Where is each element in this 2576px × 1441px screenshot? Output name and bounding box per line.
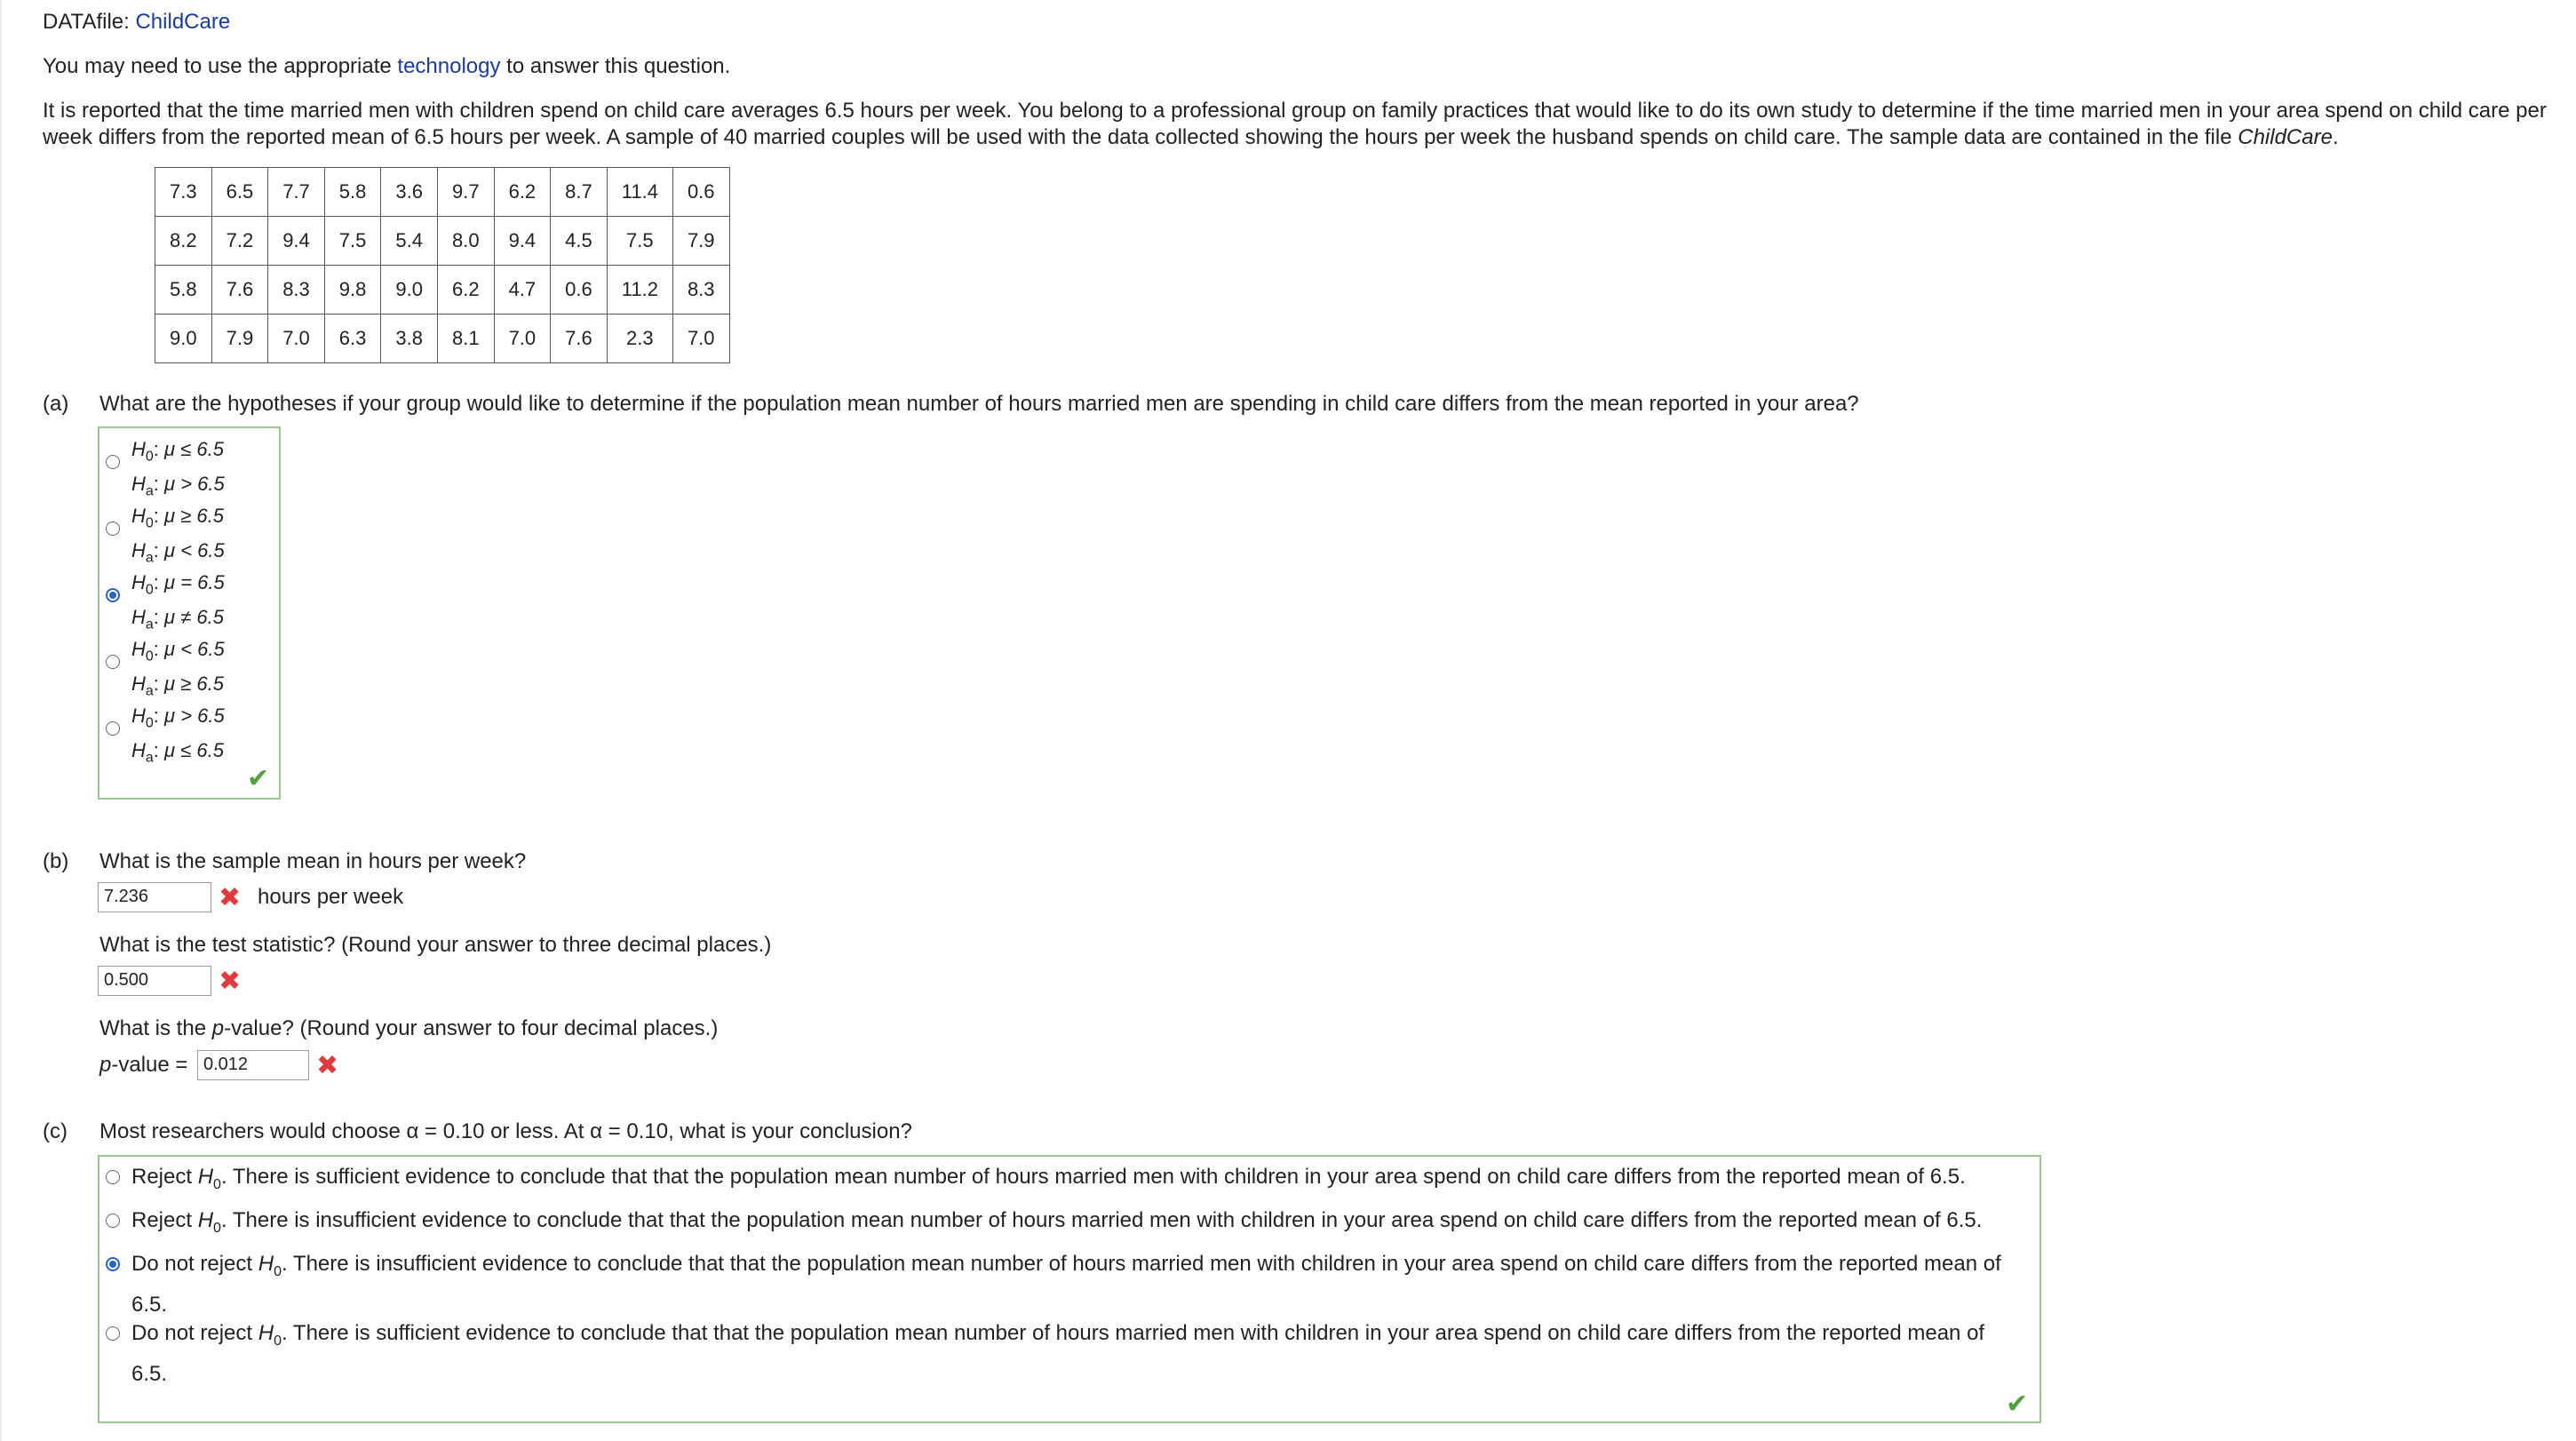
- table-cell: 6.2: [494, 168, 551, 217]
- conclusion-radio-3[interactable]: [106, 1257, 120, 1271]
- table-cell: 4.5: [551, 217, 608, 266]
- table-cell: 5.8: [324, 168, 381, 217]
- conclusion-radio-1[interactable]: [106, 1170, 120, 1184]
- conclusion-radio-4[interactable]: [106, 1326, 120, 1341]
- table-cell: 9.4: [494, 217, 551, 266]
- conclusion-radio-2[interactable]: [106, 1214, 120, 1228]
- check-icon: ✔: [247, 764, 270, 793]
- table-cell: 7.5: [607, 217, 672, 266]
- table-cell: 7.5: [324, 217, 381, 266]
- part-b-label: (b): [43, 849, 69, 873]
- table-cell: 7.0: [268, 314, 325, 363]
- table-cell: 3.6: [381, 168, 438, 217]
- part-a-question: [43, 391, 1859, 418]
- alternative-hypothesis: $H_a$: μ > 6.5: [131, 473, 225, 499]
- check-icon: ✔: [2006, 1389, 2029, 1419]
- conclusion-option-1: Reject $H_0$. There is sufficient evidence to conclude that that the population mean number of hours married men with children in your area spend on child care differs from the reported mean of 6.5.: [131, 1165, 1966, 1192]
- hypothesis-option-1: [131, 435, 225, 506]
- hypothesis-radio-5[interactable]: [106, 721, 120, 736]
- alternative-hypothesis: $H_a$: μ ≠ 6.5: [131, 606, 224, 633]
- pvalue-label-p: p: [99, 1053, 112, 1077]
- table-cell: 8.3: [672, 266, 729, 314]
- x-icon: ✖: [219, 967, 242, 996]
- table-cell: 7.3: [155, 168, 212, 217]
- null-hypothesis: $H_0$: μ > 6.5: [131, 705, 225, 731]
- hypothesis-option-4: [131, 635, 225, 705]
- part-b-question-1: [43, 848, 527, 875]
- table-cell: 8.2: [155, 217, 212, 266]
- mean-unit-label: hours per week: [258, 885, 404, 909]
- table-cell: 7.9: [672, 217, 729, 266]
- table-row: [155, 217, 730, 266]
- part-c-question: [43, 1119, 912, 1145]
- table-cell: 11.2: [607, 266, 672, 314]
- hypothesis-option-3: [131, 569, 225, 639]
- null-hypothesis: $H_0$: μ < 6.5: [131, 638, 225, 665]
- q3-post: -value? (Round your answer to four decimal places.): [224, 1016, 719, 1040]
- table-row: [155, 168, 730, 217]
- part-a-text: What are the hypotheses if your group would like to determine if the population mean number of hours married men are spending in child care differs from the mean reported in your area?: [99, 392, 1859, 416]
- sample-mean-input[interactable]: 7.236: [98, 882, 211, 912]
- table-cell: 7.7: [268, 168, 325, 217]
- table-row: [155, 314, 730, 363]
- hypothesis-option-5: [131, 702, 225, 772]
- table-cell: 8.0: [437, 217, 494, 266]
- table-row: [155, 266, 730, 314]
- alternative-hypothesis: $H_a$: μ ≤ 6.5: [131, 739, 224, 766]
- part-c-label: (c): [43, 1119, 68, 1143]
- table-cell: 7.0: [672, 314, 729, 363]
- null-hypothesis: $H_0$: μ ≤ 6.5: [131, 438, 224, 465]
- table-cell: 6.5: [211, 168, 268, 217]
- table-cell: 3.8: [381, 314, 438, 363]
- table-cell: 2.3: [607, 314, 672, 363]
- table-cell: 5.8: [155, 266, 212, 314]
- pvalue-label-rest: -value =: [111, 1053, 188, 1077]
- table-cell: 9.0: [381, 266, 438, 314]
- table-cell: 8.7: [551, 168, 608, 217]
- datafile-label: DATAfile:: [43, 10, 130, 34]
- hypothesis-radio-1[interactable]: [106, 455, 120, 469]
- intro-file-name: ChildCare: [2238, 125, 2333, 149]
- part-b-question-3: [99, 1015, 718, 1042]
- sample-data-table: [155, 167, 730, 363]
- conclusion-option-2: Reject $H_0$. There is insufficient evidence to conclude that that the population mean number of hours married men with children in your area spend on child care differs from the reported mean of 6.5.: [131, 1208, 1983, 1236]
- x-icon: ✖: [316, 1051, 339, 1080]
- table-cell: 4.7: [494, 266, 551, 314]
- table-cell: 5.4: [381, 217, 438, 266]
- pvalue-label: [99, 1052, 187, 1079]
- q3-pre: What is the: [99, 1016, 207, 1040]
- x-icon: ✖: [219, 883, 242, 912]
- table-cell: 9.4: [268, 217, 325, 266]
- tech-pre: You may need to use the appropriate: [43, 54, 392, 78]
- table-cell: 7.9: [211, 314, 268, 363]
- table-cell: 7.6: [211, 266, 268, 314]
- alternative-hypothesis: $H_a$: μ ≥ 6.5: [131, 673, 224, 699]
- datafile-link[interactable]: ChildCare: [135, 10, 231, 34]
- table-cell: 6.2: [437, 266, 494, 314]
- table-cell: 0.6: [672, 168, 729, 217]
- table-cell: 7.0: [494, 314, 551, 363]
- table-cell: 9.8: [324, 266, 381, 314]
- q3-p: p: [211, 1016, 225, 1040]
- tech-post: to answer this question.: [506, 54, 731, 78]
- table-cell: 0.6: [551, 266, 608, 314]
- intro-period: .: [2332, 125, 2339, 149]
- part-b-q1-text: What is the sample mean in hours per week?: [99, 849, 527, 873]
- pvalue-input[interactable]: 0.012: [197, 1050, 309, 1080]
- table-cell: 7.2: [211, 217, 268, 266]
- hypothesis-radio-2[interactable]: [106, 521, 120, 536]
- table-cell: 9.7: [437, 168, 494, 217]
- table-cell: 8.3: [268, 266, 325, 314]
- table-cell: 7.6: [551, 314, 608, 363]
- part-b-question-2: What is the test statistic? (Round your answer to three decimal places.): [99, 933, 772, 957]
- technology-note: [43, 53, 730, 80]
- table-cell: 11.4: [607, 168, 672, 217]
- table-cell: 8.1: [437, 314, 494, 363]
- conclusion-option-4: Do not reject $H_0$. There is sufficient evidence to conclude that that the population mean number of hours married men with children in your area spend on child care differs from the reported mean of 6.5.: [131, 1321, 1985, 1386]
- conclusion-option-3: Do not reject $H_0$. There is insufficient evidence to conclude that that the population mean number of hours married men with children in your area spend on child care differs from the reported mean of 6.5.: [131, 1252, 2001, 1317]
- alternative-hypothesis: $H_a$: μ < 6.5: [131, 539, 225, 566]
- intro-paragraph: [43, 98, 2565, 151]
- table-cell: 6.3: [324, 314, 381, 363]
- null-hypothesis: $H_0$: μ ≥ 6.5: [131, 505, 224, 531]
- null-hypothesis: $H_0$: μ = 6.5: [131, 571, 225, 598]
- hypothesis-radio-3[interactable]: [106, 588, 120, 602]
- hypothesis-radio-4[interactable]: [106, 655, 120, 669]
- part-a-label: (a): [43, 392, 69, 416]
- datafile-line: [43, 9, 230, 36]
- technology-link[interactable]: technology: [397, 54, 501, 78]
- table-cell: 9.0: [155, 314, 212, 363]
- hypothesis-option-2: [131, 502, 225, 572]
- part-c-text: Most researchers would choose α = 0.10 or less. At α = 0.10, what is your conclusion?: [99, 1119, 912, 1143]
- test-statistic-input[interactable]: 0.500: [98, 966, 211, 996]
- intro-text: It is reported that the time married men with children spend on child care averages 6.5 hours per week. You belong to a professional group on family practices that would like to do its own study to determine if the time married men in your area spend on child care per week differs from the reported mean of 6.5 hours per week. A sample of 40 married couples will be used with the data collected showing the hours per week the husband spends on child care. The sample data are contained in the file: [43, 99, 2547, 149]
